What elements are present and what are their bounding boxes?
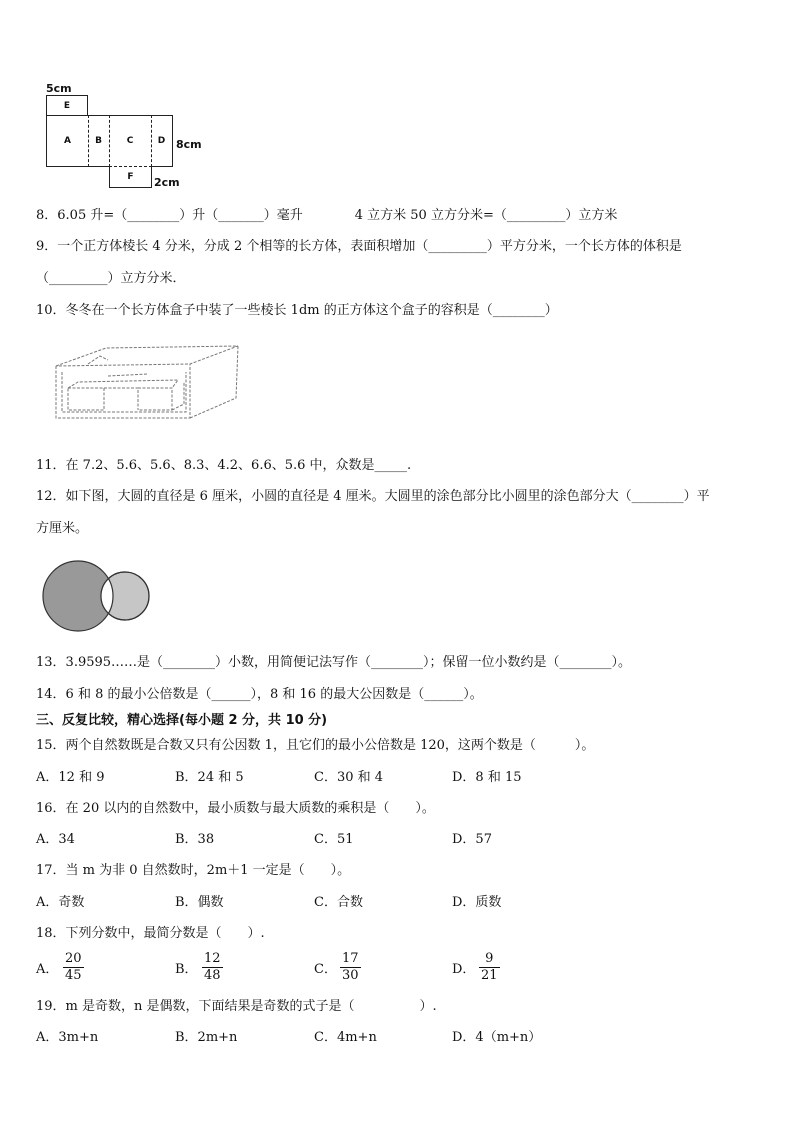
q18-option-c-fraction[interactable] xyxy=(340,951,361,984)
q19-option-d[interactable]: D．4（m+n） xyxy=(452,1030,542,1045)
question-10: 10．冬冬在一个长方体盒子中装了一些棱长 1dm 的正方体这个盒子的容积是（________） xyxy=(36,303,558,318)
q19-option-b[interactable]: B．2m+n xyxy=(175,1030,238,1045)
q16-option-c[interactable]: C．51 xyxy=(314,832,354,847)
q16-option-d[interactable]: D．57 xyxy=(452,832,492,847)
question-9-line-1: 9．一个正方体棱长 4 分米，分成 2 个相等的长方体，表面积增加（_________）平方分米，一个长方体的体积是 xyxy=(36,239,682,254)
q18-option-c-letter[interactable]: C． xyxy=(314,962,337,977)
q15-option-d[interactable]: D．8 和 15 xyxy=(452,770,522,785)
fraction-numerator: 9 xyxy=(479,951,500,968)
net-face-e: E xyxy=(46,95,88,116)
net-face-d: D xyxy=(151,115,173,167)
fraction-denominator: 45 xyxy=(65,968,82,983)
question-12-line-1: 12．如下图，大圆的直径是 6 厘米，小圆的直径是 4 厘米。大圆里的涂色部分比小圆里的涂色部分大（________）平 xyxy=(36,489,710,504)
q18-option-d-letter[interactable]: D． xyxy=(452,962,476,977)
q18-option-a-letter[interactable]: A． xyxy=(36,962,59,977)
q15-option-a[interactable]: A．12 和 9 xyxy=(36,770,105,785)
net-dim-bottom: 2cm xyxy=(154,176,180,189)
question-16: 16．在 20 以内的自然数中，最小质数与最大质数的乘积是（ ）。 xyxy=(36,801,435,816)
question-14: 14．6 和 8 的最小公倍数是（______），8 和 16 的最大公因数是（______）。 xyxy=(36,687,483,702)
q16-option-a[interactable]: A．34 xyxy=(36,832,75,847)
two-circles-figure xyxy=(40,558,156,638)
question-13: 13．3.9595……是（________）小数，用简便记法写作（________）；保留一位小数约是（________）。 xyxy=(36,655,632,670)
q19-option-a[interactable]: A．3m+n xyxy=(36,1030,99,1045)
question-11: 11．在 7.2、5.6、5.6、8.3、4.2、6.6、5.6 中，众数是_____. xyxy=(36,458,412,473)
q19-option-c[interactable]: C．4m+n xyxy=(314,1030,377,1045)
question-18: 18．下列分数中，最简分数是（ ）. xyxy=(36,926,265,941)
box-net-diagram xyxy=(44,82,214,194)
fraction-numerator: 12 xyxy=(204,951,221,966)
question-15: 15．两个自然数既是合数又只有公因数 1，且它们的最小公倍数是 120，这两个数是（ ）。 xyxy=(36,738,595,753)
q17-option-c[interactable]: C．合数 xyxy=(314,895,363,910)
box-with-cubes-illustration xyxy=(48,338,244,428)
net-face-f: F xyxy=(109,166,152,188)
question-19: 19．m 是奇数，n 是偶数，下面结果是奇数的式子是（ ）. xyxy=(36,999,437,1014)
question-9-line-2: （_________）立方分米． xyxy=(36,271,186,286)
fraction-numerator: 20 xyxy=(65,951,82,966)
section-3-heading: 三、反复比较，精心选择(每小题 2 分，共 10 分) xyxy=(36,713,328,728)
net-dim-right: 8cm xyxy=(176,138,202,151)
q18-option-b-fraction[interactable] xyxy=(202,951,223,984)
question-8: 8．6.05 升=（________）升（_______）毫升 4 立方米 50 立方分米=（_________）立方米 xyxy=(36,208,618,223)
fraction-denominator: 48 xyxy=(204,968,221,983)
net-face-a: A xyxy=(46,115,89,167)
q18-option-b-letter[interactable]: B． xyxy=(175,962,198,977)
fraction-denominator: 21 xyxy=(481,968,498,983)
q15-option-c[interactable]: C．30 和 4 xyxy=(314,770,384,785)
q18-option-a-fraction[interactable] xyxy=(63,951,84,984)
net-face-c: C xyxy=(109,115,152,167)
net-face-b: B xyxy=(88,115,110,167)
q15-option-b[interactable]: B．24 和 5 xyxy=(175,770,244,785)
q16-option-b[interactable]: B．38 xyxy=(175,832,215,847)
fraction-numerator: 17 xyxy=(342,951,359,966)
net-dim-top: 5cm xyxy=(46,82,72,95)
question-12-line-2: 方厘米。 xyxy=(36,521,89,536)
q17-option-b[interactable]: B．偶数 xyxy=(175,895,224,910)
fraction-denominator: 30 xyxy=(342,968,359,983)
q17-option-a[interactable]: A．奇数 xyxy=(36,895,85,910)
question-17: 17．当 m 为非 0 自然数时，2m＋1 一定是（ ）。 xyxy=(36,863,351,878)
q17-option-d[interactable]: D．质数 xyxy=(452,895,502,910)
q18-option-d-fraction[interactable] xyxy=(479,951,500,984)
